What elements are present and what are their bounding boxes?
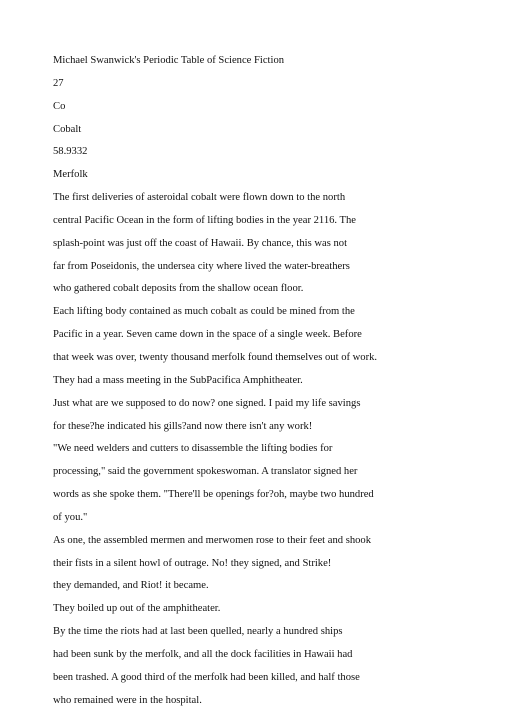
- text-line: for these?he indicated his gills?and now there isn't any work!: [53, 420, 313, 432]
- text-line: Just what are we supposed to do now? one signed. I paid my life savings: [53, 397, 361, 409]
- text-line: Pacific in a year. Seven came down in the space of a single week. Before: [53, 329, 362, 341]
- text-line: who remained were in the hospital.: [53, 694, 202, 706]
- text-line: Each lifting body contained as much cobalt as could be mined from the: [53, 306, 355, 318]
- document-text: [53, 50, 473, 712]
- text-line: words as she spoke them. "There'll be openings for?oh, maybe two hundred: [53, 489, 374, 501]
- text-line: They had a mass meeting in the SubPacifica Amphitheater.: [53, 374, 303, 386]
- text-line: far from Poseidonis, the undersea city where lived the water-breathers: [53, 260, 350, 272]
- text-line: central Pacific Ocean in the form of lifting bodies in the year 2116. The: [53, 214, 356, 226]
- element-name: Cobalt: [53, 123, 82, 135]
- text-line: processing," said the government spokeswoman. A translator signed her: [53, 466, 358, 478]
- text-line: "We need welders and cutters to disassemble the lifting bodies for: [53, 443, 333, 455]
- text-line: who gathered cobalt deposits from the shallow ocean floor.: [53, 283, 304, 295]
- atomic-number: 27: [53, 77, 64, 89]
- text-line: The first deliveries of asteroidal cobalt were flown down to the north: [53, 192, 346, 204]
- story-title: Merfolk: [53, 169, 88, 181]
- text-line: As one, the assembled mermen and merwomen rose to their feet and shook: [53, 534, 372, 546]
- text-line: had been sunk by the merfolk, and all the dock facilities in Hawaii had: [53, 648, 353, 660]
- atomic-weight: 58.9332: [53, 146, 88, 158]
- element-symbol: Co: [53, 100, 66, 112]
- text-line: they demanded, and Riot! it became.: [53, 580, 209, 592]
- text-line: By the time the riots had at last been quelled, nearly a hundred ships: [53, 626, 343, 638]
- document-title: Michael Swanwick's Periodic Table of Science Fiction: [53, 55, 285, 66]
- text-line: of you.": [53, 511, 88, 523]
- text-line: that week was over, twenty thousand merfolk found themselves out of work.: [53, 351, 378, 363]
- text-line: They boiled up out of the amphitheater.: [53, 603, 221, 615]
- text-line: their fists in a silent howl of outrage. No! they signed, and Strike!: [53, 557, 332, 569]
- text-line: splash-point was just off the coast of Hawaii. By chance, this was not: [53, 237, 348, 249]
- text-line: been trashed. A good third of the merfolk had been killed, and half those: [53, 671, 360, 683]
